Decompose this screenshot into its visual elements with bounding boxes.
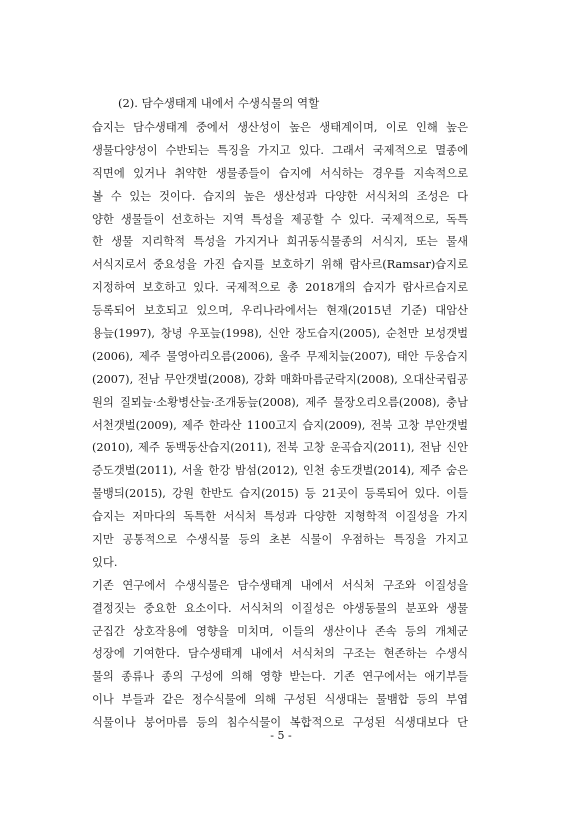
text-line: 생물다양성이 수반되는 특징을 가지고 있다. 그래서 국제적으로 멸종에	[92, 143, 468, 157]
text-line: 결정짓는 중요한 요소이다. 서식처의 이질성은 야생동물의 분포와 생물	[92, 601, 468, 615]
page-number: - 5 -	[270, 729, 292, 742]
section-heading: (2). 담수생태계 내에서 수생식물의 역할	[118, 96, 320, 110]
body-text	[92, 117, 468, 735]
text-line: 이나 부들과 같은 정수식물에 의해 구성된 식생대는 물뱀합 등의 부엽	[92, 693, 468, 707]
text-line: 물뱅듸(2015), 강원 한반도 습지(2015) 등 21곳이 등록되어 있다. 이들	[92, 487, 468, 501]
text-line: 서천갯벌(2009), 제주 한라산 1100고지 습지(2009), 전북 고창 부안갯벌	[92, 418, 468, 432]
text-line: (2010), 제주 동백동산습지(2011), 전북 고창 운곡습지(2011), 전남 신안	[92, 441, 468, 455]
text-line: 등록되어 보호되고 있으며, 우리나라에서는 현재(2015년 기준) 대암산	[92, 304, 468, 318]
text-line: 지만 공통적으로 수생식물 등의 초본 식물이 우점하는 특징을 가지고	[92, 533, 468, 547]
text-line: 성장에 기여한다. 담수생태계 내에서 서식처의 구조는 현존하는 수생식	[92, 647, 468, 661]
text-line: 서식지로서 중요성을 가진 습지를 보호하기 위해 람사르(Ramsar)습지로	[92, 258, 468, 272]
text-line: 볼 수 있는 것이다. 습지의 높은 생산성과 다양한 서식처의 조성은 다	[92, 189, 468, 203]
text-line: 증도갯벌(2011), 서울 한강 밤섬(2012), 인천 송도갯벌(2014), 제주 숨은	[92, 464, 468, 478]
text-line: 습지는 저마다의 독특한 서식처 특성과 다양한 지형학적 이질성을 가지	[92, 510, 468, 524]
text-line: 기존 연구에서 수생식물은 담수생태계 내에서 서식처 구조와 이질성을	[92, 578, 468, 592]
text-line: 식물이나 붕어마름 등의 침수식물이 복합적으로 구성된 식생대보다 단	[92, 716, 468, 730]
text-line: 원의 질뫼늪·소황병산늪·조개동늪(2008), 제주 물장오리오름(2008), 충남	[92, 395, 468, 409]
text-line: 양한 생물들이 선호하는 지역 특성을 제공할 수 있다. 국제적으로, 독특	[92, 212, 468, 226]
text-line: 용늪(1997), 창녕 우포늪(1998), 신안 장도습지(2005), 순천만 보성갯벌	[92, 327, 468, 341]
paragraph-aquatic-plants	[92, 575, 468, 735]
text-line: 군집간 상호작용에 영향을 미치며, 이들의 생산이나 존속 등의 개체군	[92, 624, 468, 638]
text-line: 직면에 있거나 취약한 생물종들이 습지에 서식하는 경우를 지속적으로	[92, 166, 468, 180]
text-line: 물의 종류나 종의 구성에 의해 영향 받는다. 기존 연구에서는 애기부들	[92, 670, 468, 684]
paragraph-wetlands	[92, 117, 468, 575]
text-line: (2007), 전남 무안갯벌(2008), 강화 매화마름군락지(2008), 오대산국립공	[92, 372, 468, 386]
text-line: 한 생물 지리학적 특성을 가지거나 희귀동식물종의 서식지, 또는 물새	[92, 235, 468, 249]
text-line: 있다.	[92, 555, 118, 569]
text-line: 지정하여 보호하고 있다. 국제적으로 총 2018개의 습지가 람사르습지로	[92, 281, 468, 295]
text-line: (2006), 제주 물영아리오름(2006), 울주 무제치늪(2007), 태안 두웅습지	[92, 349, 468, 363]
text-line: 습지는 담수생태계 중에서 생산성이 높은 생태계이며, 이로 인해 높은	[92, 121, 468, 134]
